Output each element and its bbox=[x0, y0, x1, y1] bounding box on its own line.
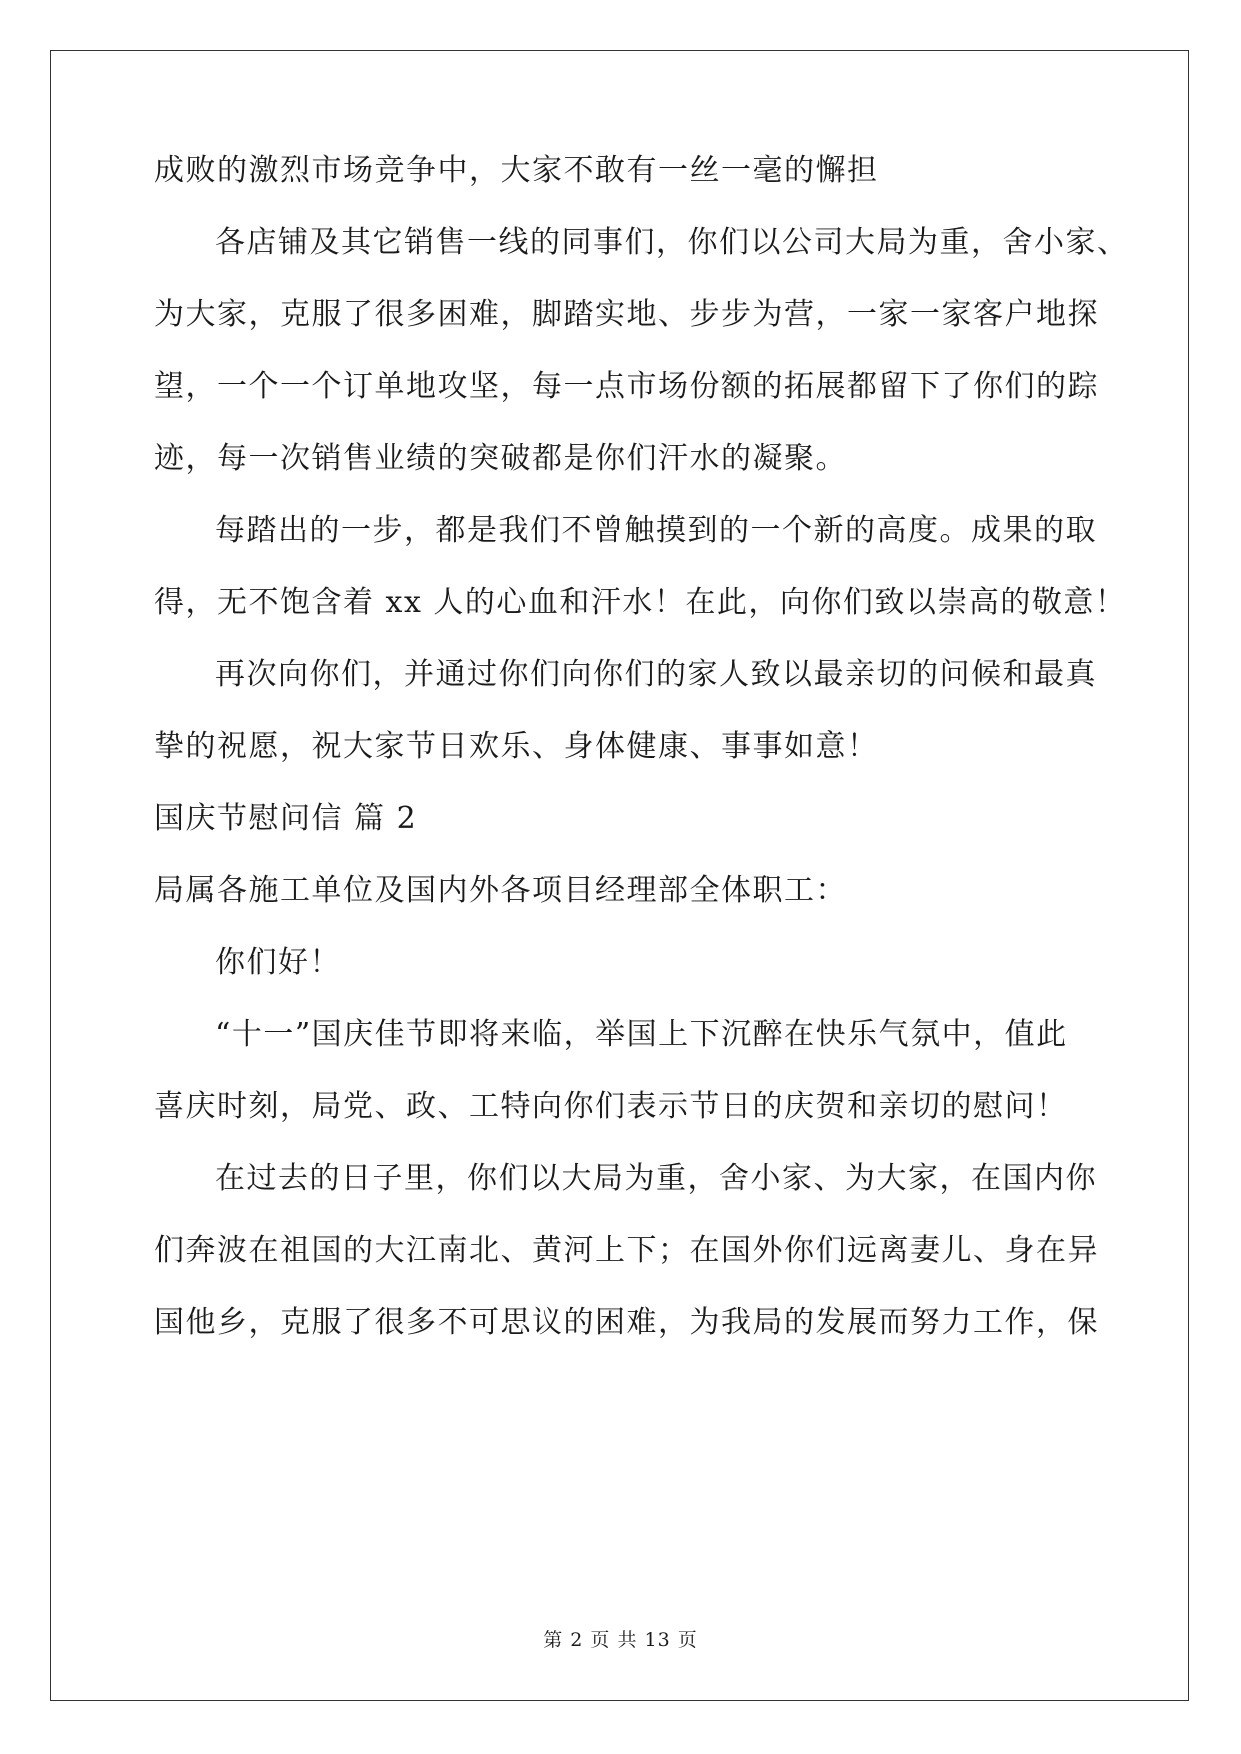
text-line-6: 每踏出的一步，都是我们不曾触摸到的一个新的高度。成果的取 bbox=[215, 513, 1097, 548]
greeting: 你们好！ bbox=[215, 945, 341, 980]
text-line-14: 喜庆时刻，局党、政、工特向你们表示节日的庆贺和亲切的慰问！ bbox=[154, 1089, 1068, 1124]
text-line-15: 在过去的日子里，你们以大局为重，舍小家、为大家，在国内你 bbox=[215, 1161, 1097, 1196]
text-line-2: 各店铺及其它销售一线的同事们，你们以公司大局为重，舍小家、 bbox=[215, 225, 1129, 260]
text-line-13: “十一”国庆佳节即将来临，举国上下沉醉在快乐气氛中，值此 bbox=[215, 1017, 1068, 1052]
text-line-5: 迹，每一次销售业绩的突破都是你们汗水的凝聚。 bbox=[154, 441, 847, 476]
text-line-3: 为大家，克服了很多困难，脚踏实地、步步为营，一家一家客户地探 bbox=[154, 297, 1099, 332]
text-line-8: 再次向你们，并通过你们向你们的家人致以最亲切的问候和最真 bbox=[215, 657, 1097, 692]
text-line-7: 得，无不饱含着 xx 人的心血和汗水！在此，向你们致以崇高的敬意！ bbox=[154, 585, 1127, 620]
text-line-17: 国他乡，克服了很多不可思议的困难，为我局的发展而努力工作，保 bbox=[154, 1305, 1099, 1340]
text-line-9: 挚的祝愿，祝大家节日欢乐、身体健康、事事如意！ bbox=[154, 729, 879, 764]
text-line-1: 成败的激烈市场竞争中，大家不敢有一丝一毫的懈担 bbox=[154, 153, 879, 188]
text-line-16: 们奔波在祖国的大江南北、黄河上下；在国外你们远离妻儿、身在异 bbox=[154, 1233, 1099, 1268]
section-heading: 国庆节慰问信 篇 2 bbox=[154, 801, 418, 836]
text-line-4: 望，一个一个订单地攻坚，每一点市场份额的拓展都留下了你们的踪 bbox=[154, 369, 1099, 404]
salutation: 局属各施工单位及国内外各项目经理部全体职工： bbox=[154, 873, 847, 908]
page-footer: 第 2 页 共 13 页 bbox=[543, 1629, 698, 1651]
